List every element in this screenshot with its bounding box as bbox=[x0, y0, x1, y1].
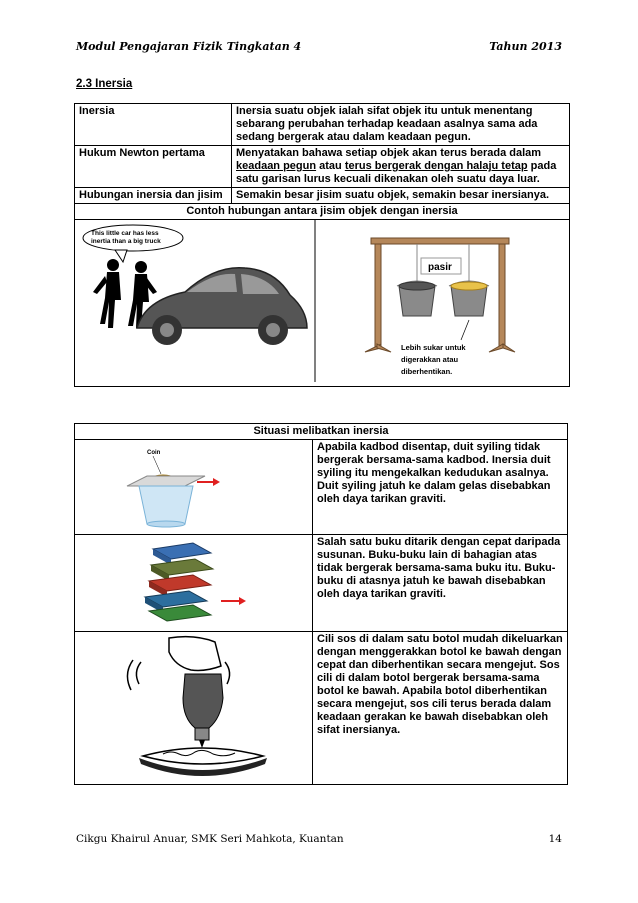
books-illustration-cell bbox=[75, 535, 313, 632]
table-row bbox=[75, 204, 570, 220]
footer-author: Cikgu Khairul Anuar, SMK Seri Mahkota, Kuantan bbox=[76, 833, 344, 845]
table-row bbox=[75, 424, 568, 440]
table-row bbox=[75, 220, 570, 387]
header-module-title: Modul Pengajaran Fizik Tingkatan 4 bbox=[76, 40, 302, 53]
row-label: Hukum Newton pertama bbox=[75, 146, 232, 188]
table-row bbox=[75, 188, 570, 204]
table-row bbox=[75, 632, 568, 785]
inertia-definition-table bbox=[74, 103, 570, 387]
sauce-situation-text: Cili sos di dalam satu botol mudah dikeluarkan dengan menggerakkan botol ke bawah dengan cepat dan diberhentikan secara mengejut. Sos cili di dalam botol bergerak bersama-sama botol ke bawah. Apabila botol diberhentikan secara mengejut, sos cili terus berada dalam keadaan gerakan ke bawah disebabkan oleh sifat inersianya. bbox=[313, 632, 568, 785]
situations-heading: Situasi melibatkan inersia bbox=[75, 424, 568, 440]
bucket-caption-line1: Lebih sukar untuk bbox=[401, 343, 466, 352]
header-year: Tahun 2013 bbox=[489, 40, 562, 53]
coin-situation-text: Apabila kadbod disentap, duit syiling tidak bergerak bersama-sama kadbod. Inersia duit syiling itu mengekalkan kedudukan asalnya. Duit syiling jatuh ke dalam gelas disebabkan oleh daya tarikan graviti. bbox=[313, 440, 568, 535]
example-illustrations bbox=[75, 220, 569, 382]
books-illustration bbox=[75, 535, 312, 627]
example-images-cell bbox=[75, 220, 570, 387]
bucket-illustration bbox=[365, 238, 515, 376]
table-row bbox=[75, 104, 570, 146]
row-label: Hubungan inersia dan jisim bbox=[75, 188, 232, 204]
row-text: Inersia suatu objek ialah sifat objek itu untuk menentang sebarang perubahan terhadap keadaan asalnya sama ada sedang bergerak atau dalam keadaan pegun. bbox=[232, 104, 570, 146]
table-row bbox=[75, 535, 568, 632]
page-header bbox=[76, 40, 562, 58]
example-heading: Contoh hubungan antara jisim objek dengan inersia bbox=[75, 204, 570, 220]
page-footer bbox=[76, 833, 562, 849]
page-number: 14 bbox=[548, 833, 562, 845]
row-text: Menyatakan bahawa setiap objek akan terus berada dalam keadaan pegun atau terus bergerak dengan halaju tetap pada satu garisan lurus kecuali dikenakan oleh suatu daya luar. bbox=[232, 146, 570, 188]
coin-illustration-cell bbox=[75, 440, 313, 535]
sauce-illustration-cell bbox=[75, 632, 313, 785]
car-illustration bbox=[75, 220, 307, 345]
coin-label: Coin bbox=[147, 450, 161, 456]
sauce-bottle-illustration bbox=[75, 632, 312, 780]
car-caption-line2: inertia than a big truck bbox=[91, 238, 161, 245]
bucket-caption-line2: digerakkan atau bbox=[401, 355, 459, 364]
table-row bbox=[75, 146, 570, 188]
coin-illustration bbox=[75, 440, 312, 530]
bucket-caption-line3: diberhentikan. bbox=[401, 367, 453, 376]
books-situation-text: Salah satu buku ditarik dengan cepat daripada susunan. Buku-buku lain di bahagian atas tidak bergerak bersama-sama buku itu. Buku-buku di atasnya jatuh ke bawah disebabkan oleh daya tarikan graviti. bbox=[313, 535, 568, 632]
row-label: Inersia bbox=[75, 104, 232, 146]
row-text: Semakin besar jisim suatu objek, semakin besar inersianya. bbox=[232, 188, 570, 204]
bucket-label: pasir bbox=[428, 262, 452, 273]
table-row bbox=[75, 440, 568, 535]
section-title: 2.3 Inersia bbox=[76, 78, 133, 90]
car-caption-line1: This little car has less bbox=[91, 230, 159, 237]
inertia-situations-table bbox=[74, 423, 568, 785]
